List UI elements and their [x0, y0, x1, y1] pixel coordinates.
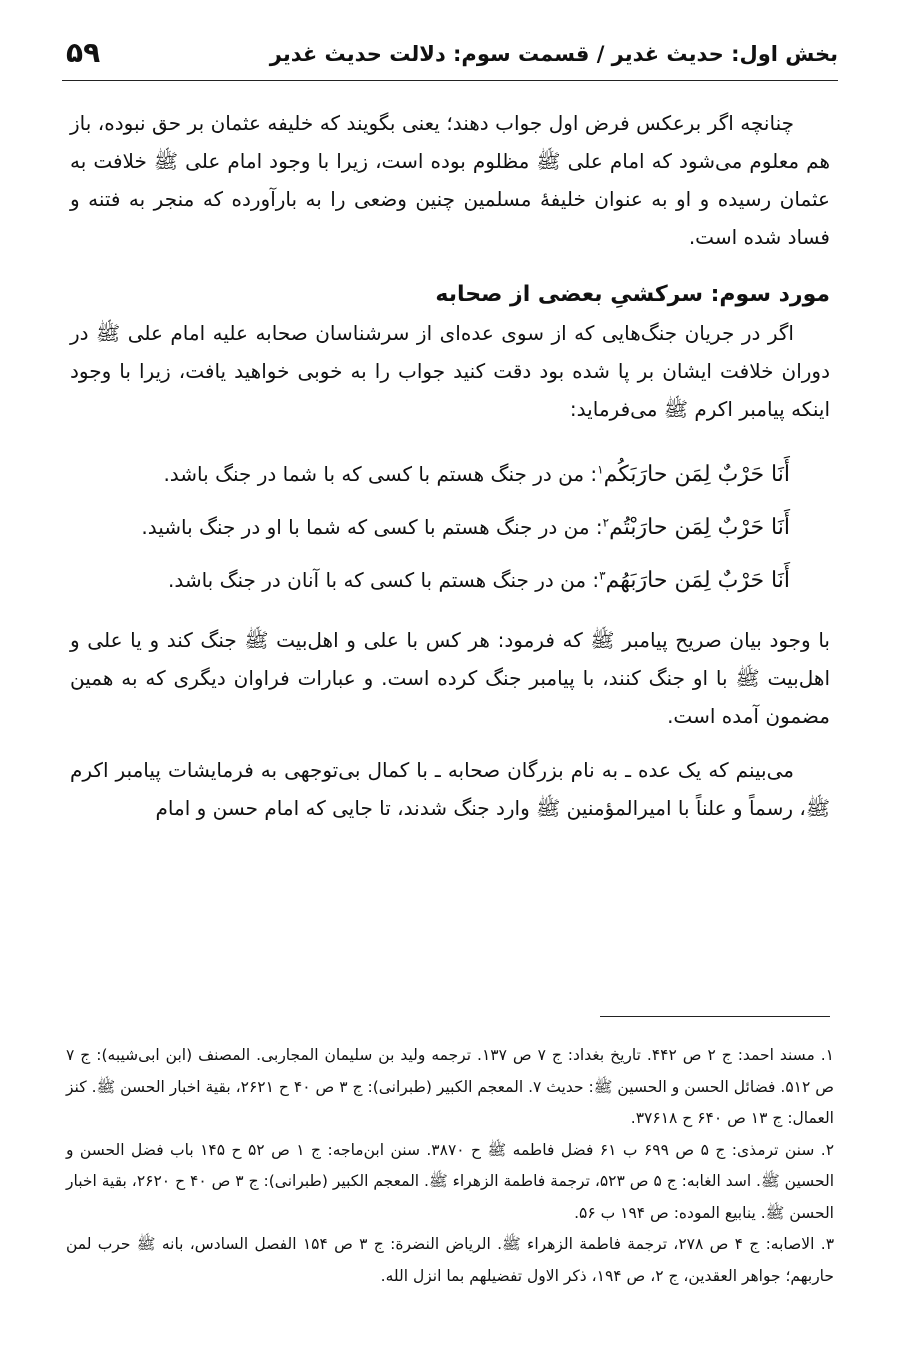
hadith-translation: : من در جنگ هستم با کسی که با شما در جنگ باشد. — [163, 462, 598, 486]
running-head: بخش اول: حدیث غدیر / قسمت سوم: دلالت حدیث غدیر — [269, 42, 838, 66]
page-number: ۵۹ — [66, 36, 101, 69]
footnote-marker: ۳ — [599, 568, 606, 583]
page-header — [62, 36, 838, 81]
footnote: ۳. الاصابه: ج ۴ ص ۲۷۸، ترجمة فاطمة الزهراء ﷺ. الریاض النضرة: ج ۳ ص ۱۵۴ الفصل السادس، بانه ﷺ حرب لمن حاربهم؛ جواهر العقدین، ج ۲، ص ۱۹۴، ذکر الاول تفضیلهم بما انزل الله. — [66, 1235, 835, 1285]
footnote-marker: ۱ — [597, 462, 604, 477]
paragraph: اگر در جریان جنگ‌هایی که از سوی عده‌ای از سرشناسان صحابه علیه امام علی ﷺ در دوران خلافت ایشان بر پا شده بود دقت کنید جواب را به خوبی خواهید یافت، زیرا با وجود اینکه پیامبر اکرم ﷺ می‌فرماید: — [70, 321, 830, 421]
main-text — [70, 104, 830, 827]
footnote: ۲. سنن ترمذی: ج ۵ ص ۶۹۹ ب ۶۱ فضل فاطمه ﷺ ح ۳۸۷۰. سنن ابن‌ماجه: ج ۱ ص ۵۲ ح ۱۴۵ باب فضل الحسن و الحسین ﷺ. اسد الغابه: ج ۵ ص ۵۲۳، ترجمة فاطمة الزهراء ﷺ. المعجم الکبیر (طبرانی): ج ۳ ص ۴۰ ح ۲۶۲۰، بقیة اخبار الحسن ﷺ. ینابیع الموده: ص ۱۹۴ ب ۵۶. — [66, 1140, 835, 1222]
hadith-arabic: أَنَا حَرْبٌ لِمَن حارَبَهُم — [605, 568, 790, 593]
hadith-item — [70, 501, 790, 554]
hadith-arabic: أَنَا حَرْبٌ لِمَن حارَبَکُم — [603, 462, 790, 487]
hadith-item — [70, 554, 790, 607]
hadith-translation: : من در جنگ هستم با کسی که با آنان در جنگ باشد. — [167, 568, 600, 592]
paragraph: با وجود بیان صریح پیامبر ﷺ که فرمود: هر کس با علی و اهل‌بیت ﷺ جنگ کند و یا علی و اهل‌بیت ﷺ با او جنگ کنند، با پیامبر جنگ کرده است. و عبارات فراوان دیگری که به همین مضمون آمده است. — [70, 628, 830, 728]
paragraph: می‌بینم که یک عده ـ به نام بزرگان صحابه ـ با کمال بی‌توجهی به فرمایشات پیامبر اکرم ﷺ، رسماً و علناً با امیرالمؤمنین ﷺ وارد جنگ شدند، تا جایی که امام حسن و امام — [70, 758, 830, 820]
paragraph: چنانچه اگر برعکس فرض اول جواب دهند؛ یعنی بگویند که خلیفه عثمان بر حق نبوده، باز هم معلوم می‌شود که امام علی ﷺ مظلوم بوده است، زیرا با وجود امام علی ﷺ خلافت به عثمان رسیده و او به عنوان خلیفهٔ مسلمین چنین وضعی را به بارآورده که منجر به فتنه و فساد شده است. — [70, 111, 830, 249]
hadith-list — [70, 448, 830, 607]
hadith-translation: : من در جنگ هستم با کسی که شما با او در جنگ باشید. — [141, 515, 603, 539]
paragraph-gap — [70, 735, 830, 751]
footnotes — [66, 1040, 834, 1292]
section-heading: مورد سوم: سرکشیِ بعضی از صحابه — [435, 282, 830, 307]
hadith-item — [70, 448, 790, 501]
footnote-divider — [600, 1016, 830, 1017]
footnote: ۱. مسند احمد: ج ۲ ص ۴۴۲. تاریخ بغداد: ج ۷ ص ۱۳۷. ترجمه ولید بن سلیمان المجاربی. المصنف (ابن ابی‌شیبه): ج ۷ ص ۵۱۲. فضائل الحسن و الحسین ﷺ: حدیث ۷. المعجم الکبیر (طبرانی): ج ۳ ص ۴۰ ح ۲۶۲۱، بقیة اخبار الحسن ﷺ. کنز العمال: ج ۱۳ ص ۶۴۰ ح ۳۷۶۱۸. — [66, 1046, 834, 1127]
footnote-marker: ۲ — [602, 515, 610, 530]
hadith-arabic: أَنَا حَرْبٌ لِمَن حارَبْتُم — [609, 515, 790, 540]
